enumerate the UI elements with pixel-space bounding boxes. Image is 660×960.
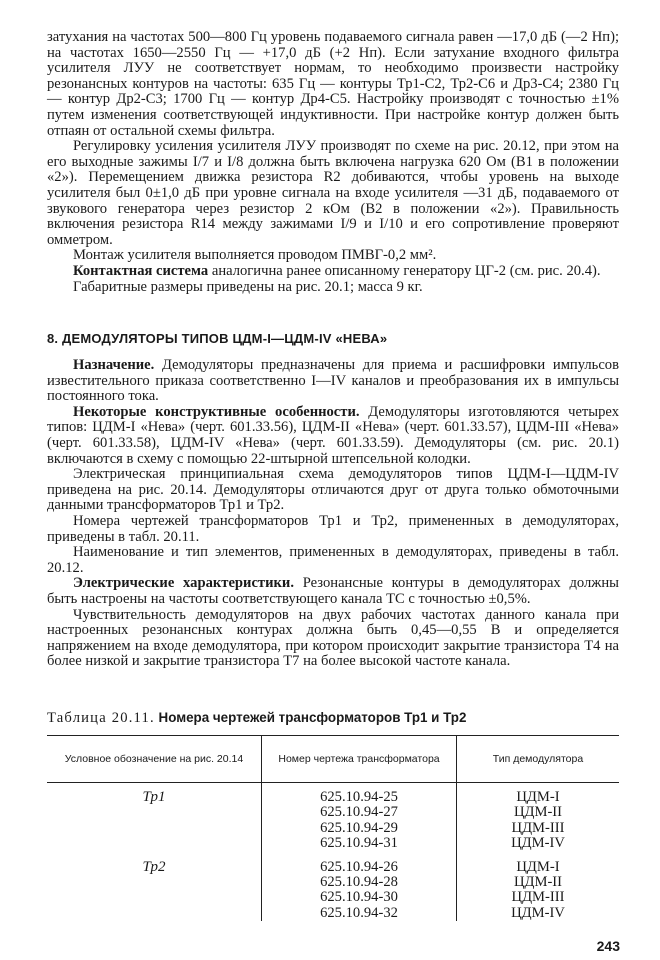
contact-system-text: аналогична ранее описанному генератору ЦГ-2 (см. рис. 20.4). [208, 262, 601, 279]
header-designation: Условное обозначение на рис. 20.14 [47, 736, 262, 783]
paragraph-wiring: Монтаж усилителя выполняется проводом ПМВГ-0,2 мм². [73, 247, 437, 264]
paragraph-schematic: Электрическая принципиальная схема демодуляторов типов ЦДМ-I—ЦДМ-IV приведена на рис. 20.14. Демодуляторы отличаются друг от друга только обмоточными данными трансформаторов Тр1 и Тр2. [47, 466, 619, 514]
paragraph-attenuation: затухания на частотах 500—800 Гц уровень подаваемого сигнала равен —17,0 дБ (—2 Нп); на частотах 1650—2550 Гц — +17,0 дБ (+2 Нп). Если затухание входного фильтра усилителя ЛУУ не соответствует нормам, то необходимо произвести настройку резонансных контуров на частоты: 635 Гц — контуры Тр1-С2, Тр2-С6 и Др3-С4; 2380 Гц — контур Др2-С3; 1700 Гц — контур Др4-С5. Настройку производят с точностью ±1% путем изменения соответствующей индуктивности. При настройке контур должен быть отпаян от остальной схемы фильтра. [47, 29, 619, 139]
section-heading: 8. ДЕМОДУЛЯТОРЫ ТИПОВ ЦДМ-I—ЦДМ-IV «НЕВА» [47, 331, 388, 346]
paragraph-gain-adjustment: Регулировку усиления усилителя ЛУУ производят по схеме на рис. 20.12, при этом на его выходные зажимы I/7 и I/8 должна быть включена нагрузка 620 Ом (В1 в положении «2»). Перемещением движка резистора R2 добиваются, чтобы уровень на выходе усилителя был 0±1,0 дБ при уровне сигнала на входе усилителя —31 дБ, подаваемого от звукового генератора через резистор 2 кОм (В2 в положении «2»). Правильность включения резистора R14 между зажимами I/9 и I/10 и его сопротивление проверяют омметром. [47, 138, 619, 248]
table-row [47, 783, 619, 860]
transformer-table [47, 735, 619, 921]
demodulator-type: ЦДМ-III [511, 889, 565, 906]
text-block-section [47, 358, 619, 670]
type-cell [457, 860, 620, 922]
drawing-cell [262, 860, 457, 922]
paragraph-elements: Наименование и тип элементов, примененных в демодуляторах, приведены в табл. 20.12. [47, 544, 619, 576]
drawing-number: 625.10.94-32 [320, 904, 398, 921]
electrical-label: Электрические характеристики. [73, 575, 294, 592]
page-number: 243 [596, 938, 620, 954]
electrical-text: Резонансные контуры в демодуляторах должны быть настроены на частоты соответствующего канала ТС с точностью ±0,5%. [47, 575, 619, 607]
demodulator-type: ЦДМ-II [513, 804, 563, 821]
paragraph-purpose [47, 358, 619, 405]
demodulator-type: ЦДМ-IV [511, 904, 565, 921]
design-features-text: Демодуляторы изготовляются четырех типов: ЦДМ-I «Нева» (черт. 601.33.56), ЦДМ-II «Нева» (черт. 601.33.57), ЦДМ-III «Нева» (черт. 601.33.58), ЦДМ-IV «Нева» (черт. 601.33.59). Демодуляторы (см. рис. 20.1) включаются в схему с помощью 22-штырной штепсельной колодки. [47, 403, 619, 467]
designation-cell: Тр1 [142, 789, 166, 805]
drawing-number: 625.10.94-29 [320, 819, 398, 836]
drawing-cell [262, 783, 457, 860]
demodulator-type: ЦДМ-IV [511, 835, 565, 852]
table-header-row [47, 736, 619, 783]
demodulator-type: ЦДМ-III [511, 819, 565, 836]
drawing-number: 625.10.94-25 [320, 789, 398, 805]
table-caption [47, 710, 619, 727]
header-drawing-number: Номер чертежа трансформатора [262, 736, 457, 783]
paragraph-electrical [47, 576, 619, 607]
table-caption-label: Таблица 20.11. [47, 710, 155, 726]
paragraph-dimensions: Габаритные размеры приведены на рис. 20.1; масса 9 кг. [73, 278, 423, 295]
purpose-label: Назначение. [73, 357, 155, 373]
drawing-number: 625.10.94-27 [320, 804, 398, 821]
paragraph-design-features [47, 405, 619, 467]
designation-cell: Тр2 [142, 858, 166, 875]
demodulator-type: ЦДМ-I [516, 858, 560, 875]
type-cell [457, 783, 620, 860]
contact-system-label: Контактная система [73, 262, 209, 279]
drawing-number: 625.10.94-30 [320, 889, 398, 906]
demodulator-type: ЦДМ-I [516, 789, 560, 805]
drawing-number: 625.10.94-31 [320, 835, 398, 852]
table-caption-title: Номера чертежей трансформаторов Тр1 и Тр2 [158, 710, 467, 725]
design-features-label: Некоторые конструктивные особенности. [73, 403, 360, 420]
demodulator-type: ЦДМ-II [513, 874, 563, 891]
paragraph-contact-system [47, 264, 619, 280]
text-block-top [47, 30, 619, 295]
drawing-number: 625.10.94-28 [320, 874, 398, 891]
drawing-number: 625.10.94-26 [320, 858, 398, 875]
header-demodulator-type: Тип демодулятора [457, 736, 620, 783]
table-row [47, 860, 619, 922]
paragraph-sensitivity: Чувствительность демодуляторов на двух рабочих частотах данного канала при настроенных резонансных контурах должна быть 0,45—0,55 В и определяется напряжением на входе демодулятора, при котором происходит закрытие транзистора Т4 на более низкой и закрытие транзистора Т7 на более высокой частоте канала. [47, 606, 619, 670]
paragraph-drawing-numbers: Номера чертежей трансформаторов Тр1 и Тр2, примененных в демодуляторах, приведены в табл. 20.11. [47, 512, 619, 545]
purpose-text: Демодуляторы предназначены для приема и расшифровки импульсов известительного приказа соответственно I—IV каналов и преобразования их в импульсы постоянного тока. [47, 357, 619, 405]
